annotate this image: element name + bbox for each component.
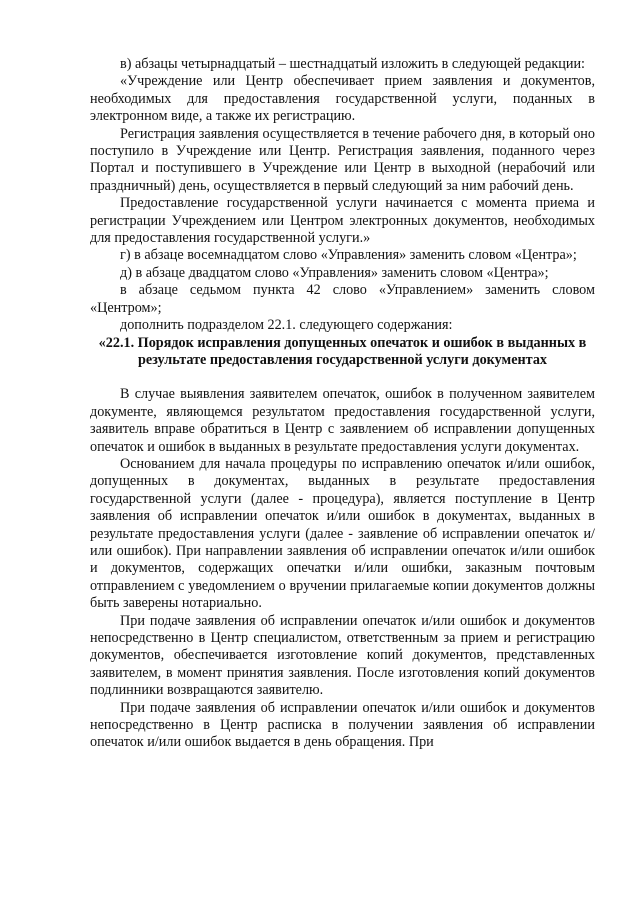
heading-spacer	[90, 369, 595, 386]
paragraph-registration: Регистрация заявления осуществляется в течение рабочего дня, в который оно поступило в Учреждение или Центр. Регистрация заявления, поданного через Портал и поступившего в Учреждение или Центр в выходной (нерабочий или праздничный) день, осуществляется в первый следующий за ним рабочий день.	[90, 125, 595, 194]
section-heading: «22.1. Порядок исправления допущенных опечаток и ошибок в выданных в результате предоставления государственной услуги документах	[98, 334, 587, 368]
paragraph-copies: При подаче заявления об исправлении опечаток и/или ошибок и документов непосредственно в Центр специалистом, ответственным за прием и регистрацию документов, обеспечивается изготовление копий документов, представленных заявителем, в момент принятия заявления. После изготовления копий документов подлинники возвращаются заявителю.	[90, 612, 595, 699]
paragraph-basis: Основанием для начала процедуры по исправлению опечаток и/или ошибок, допущенных в документах, выданных в результате предоставления государственной услуги (далее - процедура), является поступление в Центр заявления об исправлении опечаток и/или ошибок в документах, выданных в результате предоставления услуги (далее - заявление об исправлении опечаток и/или ошибок). При направлении заявления об исправлении опечаток и/или ошибок и документов, содержащих опечатки и/или ошибки, заказным почтовым отправлением с уведомлением о вручении прилагаемые копии документов должны быть заверены нотариально.	[90, 455, 595, 612]
paragraph-reception: «Учреждение или Центр обеспечивает прием заявления и документов, необходимых для предоставления государственной услуги, поданных в электронном виде, а также их регистрацию.	[90, 73, 595, 125]
paragraph-item-d: д) в абзаце двадцатом слово «Управления» заменить словом «Центра»;	[120, 264, 549, 281]
paragraph-receipt: При подаче заявления об исправлении опечаток и/или ошибок и документов непосредственно в Центр расписка в получении заявления об исправлении опечаток и/или ошибок выдается в день обращения. При	[90, 699, 595, 751]
paragraph-item-g: г) в абзаце восемнадцатом слово «Управления» заменить словом «Центра»;	[120, 247, 577, 264]
paragraph-service-start: Предоставление государственной услуги начинается с момента приема и регистрации Учреждением или Центром электронных документов, необходимых для предоставления государственной услуги.»	[90, 195, 595, 247]
paragraph-item-v: в) абзацы четырнадцатый – шестнадцатый изложить в следующей редакции:	[120, 56, 585, 72]
paragraph-paragraph-seven: в абзаце седьмом пункта 42 слово «Управлением» заменить словом «Центром»;	[90, 282, 595, 316]
document-page	[90, 56, 595, 752]
paragraph-detection: В случае выявления заявителем опечаток, ошибок в полученном заявителем документе, являющемся результатом предоставления государственной услуги, заявитель вправе обратиться в Центр с заявлением об исправлении допущенных опечаток и ошибок в выданных в результате предоставления услуги документах.	[90, 386, 595, 455]
paragraph-supplement: дополнить подразделом 22.1. следующего содержания:	[120, 317, 453, 334]
